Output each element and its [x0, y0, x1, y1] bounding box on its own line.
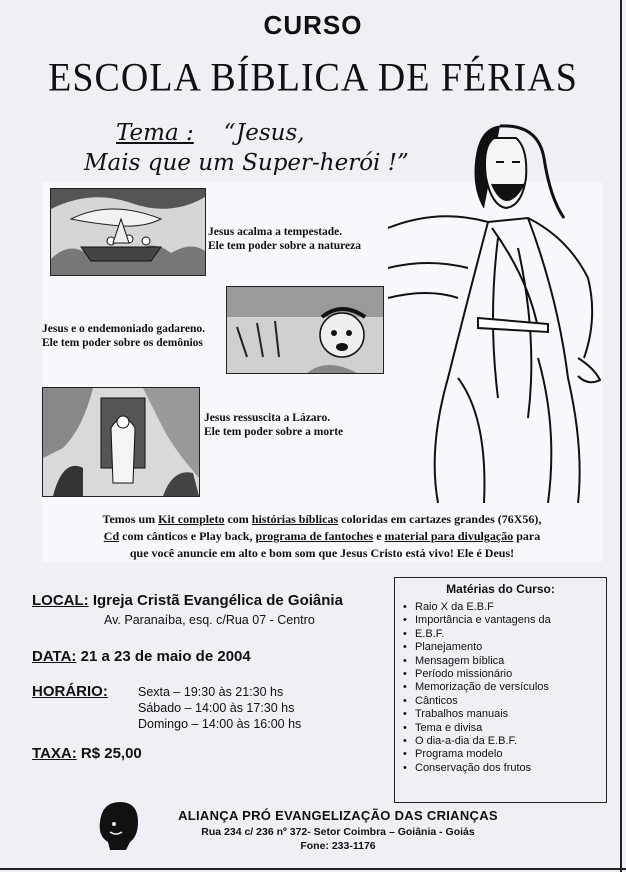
storm-illustration	[50, 188, 206, 276]
list-item: • Raio X da E.B.F	[403, 601, 606, 614]
kit-line-3: que você anuncie em alto e bom som que Jesus Cristo está vivo! Ele é Deus!	[129, 546, 515, 560]
kit-paragraph	[44, 511, 600, 562]
horario-sabado: Sábado – 14:00 às 17:30 hs	[138, 701, 295, 715]
local-row	[32, 592, 343, 609]
org-name: ALIANÇA PRÓ EVANGELIZAÇÃO DAS CRIANÇAS	[178, 808, 498, 823]
materias-list	[395, 601, 606, 775]
data-label: DATA:	[32, 648, 77, 665]
tema-line-2: Mais que um Super-herói !”	[84, 150, 409, 176]
local-label: LOCAL:	[32, 592, 89, 609]
tema-text-1: “Jesus,	[223, 120, 305, 146]
list-item: • O dia-a-dia da E.B.F.	[403, 735, 606, 748]
list-item: • Cânticos	[403, 695, 606, 708]
kit-line-2: Cd com cânticos e Play back, programa de fantoches e material para divulgação para	[103, 529, 541, 543]
materias-title: Matérias do Curso:	[446, 582, 555, 596]
horario-sexta: Sexta – 19:30 às 21:30 hs	[138, 685, 284, 699]
list-item: • Conservação dos frutos	[403, 762, 606, 775]
list-item: • Mensagem bíblica	[403, 655, 606, 668]
lazarus-illustration	[42, 387, 200, 497]
title-heading: ESCOLA BÍBLICA DE FÉRIAS	[48, 55, 578, 101]
materias-box	[394, 577, 607, 803]
curso-heading: CURSO	[263, 10, 363, 40]
local-value: Igreja Cristã Evangélica de Goiânia	[92, 592, 343, 609]
taxa-row	[32, 745, 142, 762]
horario-label: HORÁRIO:	[32, 683, 108, 700]
jesus-illustration	[388, 118, 606, 508]
list-item: • E.B.F.	[403, 628, 606, 641]
kit-line-1: Temos um Kit completo com histórias bíblicas coloridas em cartazes grandes (76X56),	[102, 512, 542, 526]
scene-caption-storm: Jesus acalma a tempestade. Ele tem poder sobre a natureza	[208, 226, 361, 252]
list-item: • Importância e vantagens da	[403, 614, 606, 627]
scene-caption-demoniac: Jesus e o endemoniado gadareno. Ele tem poder sobre os demônios	[42, 323, 206, 349]
data-value: 21 a 23 de maio de 2004	[80, 648, 251, 665]
list-item: • Tema e divisa	[403, 722, 606, 735]
horario-domingo: Domingo – 14:00 às 16:00 hs	[138, 717, 302, 731]
list-item: • Trabalhos manuais	[403, 708, 606, 721]
demoniac-illustration	[226, 286, 384, 374]
scene-caption-lazarus: Jesus ressuscita a Lázaro. Ele tem poder sobre a morte	[204, 412, 344, 438]
taxa-label: TAXA:	[32, 745, 77, 762]
tema-label: Tema :	[116, 120, 194, 146]
org-phone: Fone: 233-1176	[300, 840, 376, 852]
list-item: • Programa modelo	[403, 748, 606, 761]
list-item: • Planejamento	[403, 641, 606, 654]
data-row	[32, 648, 251, 665]
taxa-value: R$ 25,00	[80, 745, 142, 762]
local-address: Av. Paranaíba, esq. c/Rua 07 - Centro	[104, 613, 315, 627]
list-item: • Período missionário	[403, 668, 606, 681]
child-silhouette-logo-icon	[96, 798, 142, 850]
page-edge-bottom	[0, 868, 626, 870]
org-address: Rua 234 c/ 236 nº 372- Setor Coimbra – Goiânia - Goiás	[201, 826, 475, 838]
list-item: • Memorização de versículos	[403, 681, 606, 694]
tema-line-1	[116, 120, 305, 146]
page-edge-right	[620, 0, 622, 872]
